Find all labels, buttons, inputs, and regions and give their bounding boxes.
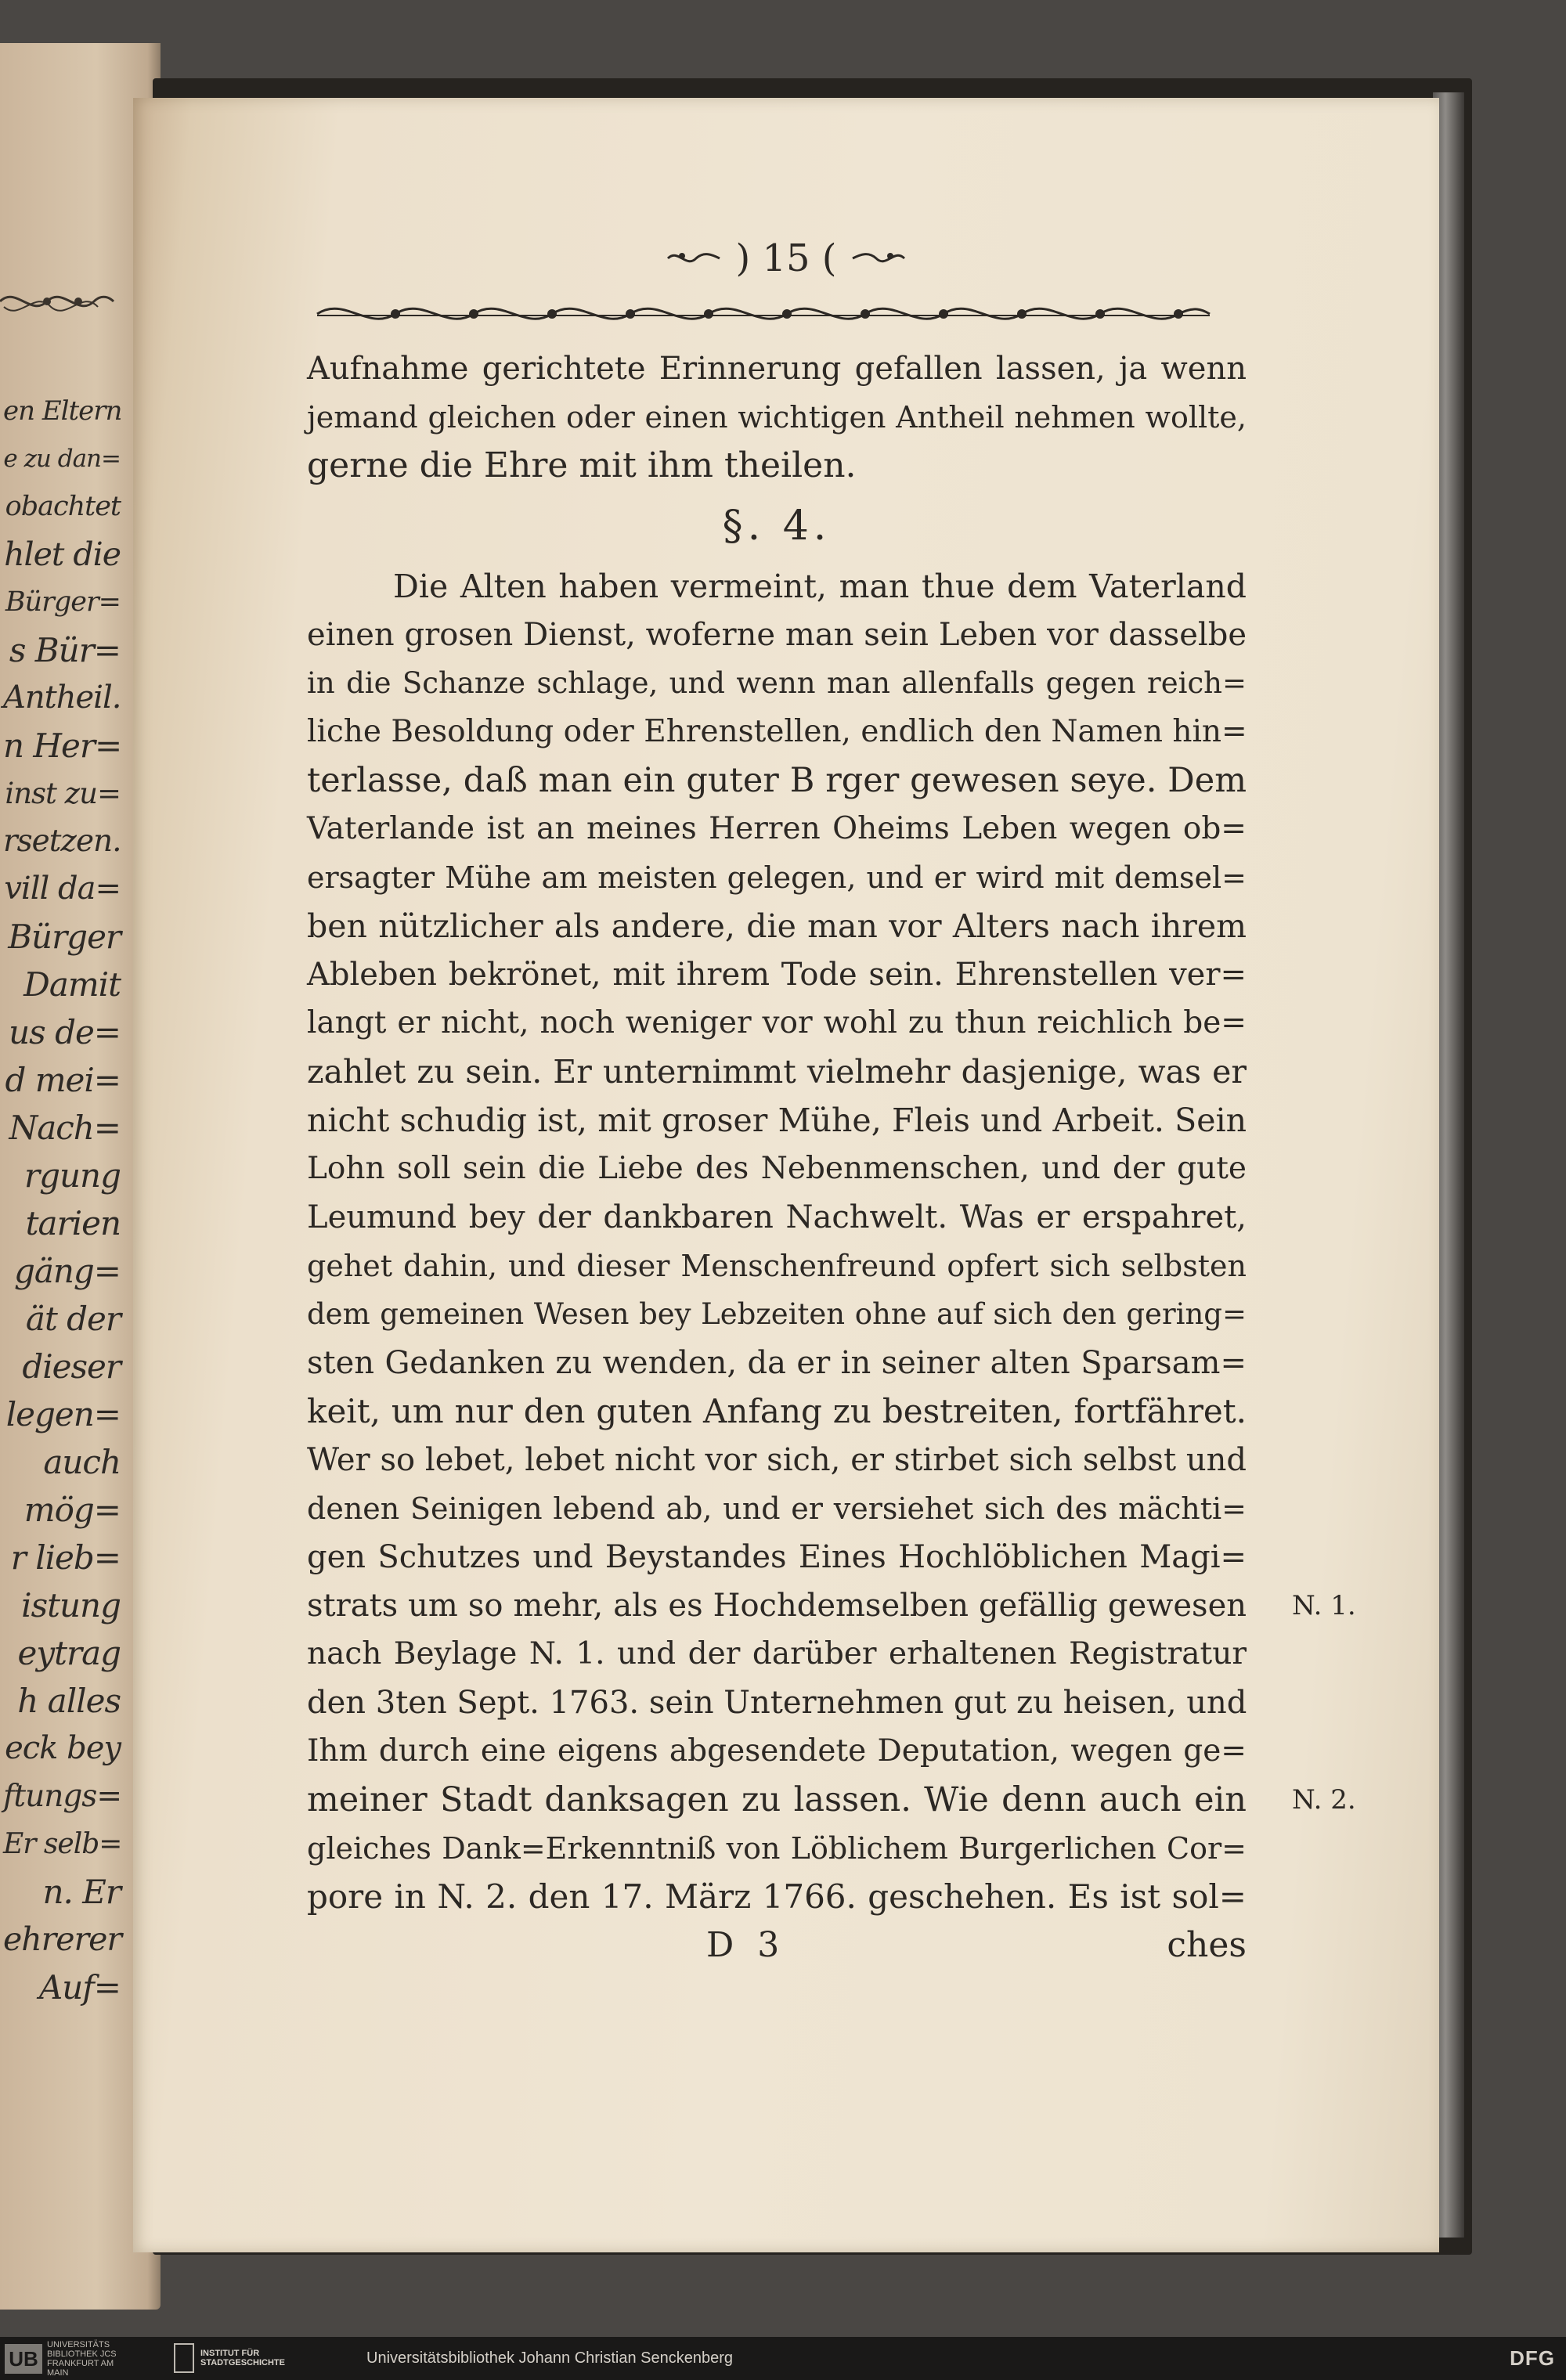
left-page-line: rgung: [24, 1156, 121, 1195]
left-page-line: Antheil.: [3, 680, 121, 716]
header-ornament-right-icon: [851, 247, 906, 270]
section-heading: §. 4.: [722, 503, 832, 550]
left-page-line: n. Er: [42, 1873, 121, 1911]
left-page-line: Er selb=: [3, 1828, 122, 1860]
signature-mark: D 3: [706, 1925, 786, 1965]
text-line: meiner Stadt danksagen zu lassen. Wie denn auch ein: [307, 1780, 1247, 1819]
text-line: langt er nicht, noch weniger vor wohl zu thun reichlich be=: [307, 1005, 1247, 1040]
left-page-line: dieser: [22, 1347, 121, 1386]
left-page-line: n Her=: [3, 727, 122, 765]
isg-mark-icon: [174, 2343, 194, 2373]
left-page-text: [3, 388, 121, 2011]
dfg-logo: DFG: [1510, 2346, 1555, 2370]
decorative-border-icon: [313, 292, 1214, 336]
text-line: nicht schudig ist, mit groser Mühe, Fleis und Arbeit. Sein: [307, 1102, 1247, 1139]
text-line: in die Schanze schlage, und wenn man allenfalls gegen reich=: [307, 666, 1247, 700]
page-number: ) 15 (: [735, 236, 837, 280]
left-page-line: Nach=: [9, 1109, 121, 1147]
page-body: [307, 344, 1247, 1970]
book-page: [133, 98, 1439, 2252]
left-page-line: hlet die: [4, 536, 121, 573]
text-line: nach Beylage N. 1. und der darüber erhaltenen Registratur: [307, 1636, 1247, 1671]
isg-logo: [174, 2343, 326, 2373]
text-line: gleiches Dank=Erkenntniß von Löblichem Burgerlichen Cor=: [307, 1831, 1247, 1866]
left-page-line: d mei=: [5, 1061, 121, 1099]
left-page-line: Auf=: [38, 1968, 121, 2007]
text-line: liche Besoldung oder Ehrenstellen, endlich den Namen hin=: [307, 714, 1247, 749]
text-line: ben nützlicher als andere, die man vor Alters nach ihrem: [307, 907, 1247, 945]
header-ornament-left-icon: [666, 247, 721, 270]
left-page-line: s Bür=: [9, 631, 121, 669]
text-line: jemand gleichen oder einen wichtigen Antheil nehmen wollte,: [307, 400, 1247, 435]
margin-note: N. 2.: [1292, 1784, 1356, 1816]
left-page-line: r lieb=: [10, 1538, 121, 1577]
left-page-line: auch: [43, 1443, 121, 1481]
left-page-line: legen=: [5, 1395, 121, 1433]
left-page-line: Bürger: [8, 918, 121, 956]
library-name: Universitätsbibliothek Johann Christian Senckenberg: [366, 2349, 734, 2367]
text-line: einen grosen Dienst, woferne man sein Leben vor dasselbe: [307, 617, 1247, 653]
text-line: Leumund bey der dankbaren Nachwelt. Was er erspahret,: [307, 1199, 1247, 1235]
left-page-line: rsetzen.: [3, 824, 121, 859]
text-line: zahlet zu sein. Er unternimmt vielmehr dasjenige, was er: [307, 1053, 1247, 1091]
left-page-line: ftungs=: [3, 1779, 121, 1814]
ub-mark: UB: [5, 2344, 42, 2374]
left-page-line: eck bey: [5, 1730, 121, 1766]
left-page-line: mög=: [23, 1491, 121, 1529]
text-line: gehet dahin, und dieser Menschenfreund opfert sich selbsten: [307, 1249, 1247, 1283]
text-line: Aufnahme gerichtete Erinnerung gefallen lassen, ja wenn: [307, 351, 1247, 387]
institution-footer: [0, 2337, 1566, 2380]
text-line: strats um so mehr, als es Hochdemselben gefällig gewesen: [307, 1588, 1247, 1624]
left-page-line: eytrag: [17, 1634, 121, 1672]
text-line: gerne die Ehre mit ihm theilen.: [307, 445, 857, 485]
text-line: Die Alten haben vermeint, man thue dem Vaterland: [393, 568, 1247, 605]
text-line: pore in N. 2. den 17. März 1766. geschehen. Es ist sol=: [307, 1877, 1247, 1916]
text-line: keit, um nur den guten Anfang zu bestreiten, fortfähret.: [307, 1392, 1247, 1430]
left-page-line: e zu dan=: [3, 445, 121, 473]
left-page-line: tarien: [25, 1204, 121, 1242]
left-page-line: Damit: [23, 965, 121, 1004]
text-line: terlasse, daß man ein guter B rger gewesen seye. Dem: [307, 761, 1247, 800]
page-footer: [307, 1921, 1247, 1970]
left-page-line: gäng=: [13, 1252, 121, 1290]
text-line: gen Schutzes und Beystandes Eines Hochlöblichen Magi=: [307, 1539, 1247, 1575]
text-line: den 3ten Sept. 1763. sein Unternehmen gut zu heisen, und: [307, 1685, 1247, 1721]
left-page-line: vill da=: [4, 871, 121, 907]
isg-text: INSTITUT FÜR STADTGESCHICHTE: [200, 2349, 285, 2367]
left-page-line: ät der: [25, 1300, 121, 1338]
margin-note: N. 1.: [1292, 1590, 1356, 1621]
text-line: denen Seinigen lebend ab, und er versiehet sich des mächti=: [307, 1491, 1247, 1526]
ub-logo: [5, 2340, 125, 2378]
left-page-line: en Eltern: [3, 395, 122, 427]
left-page-line: us de=: [9, 1013, 121, 1051]
catchword: ches: [1167, 1925, 1247, 1965]
text-line: Wer so lebet, lebet nicht vor sich, er stirbet sich selbst und: [307, 1442, 1247, 1478]
left-page-line: h alles: [17, 1682, 121, 1720]
text-line: Vaterlande ist an meines Herren Oheims Leben wegen ob=: [307, 811, 1247, 846]
text-line: dem gemeinen Wesen bey Lebzeiten ohne auf sich den gering=: [307, 1297, 1247, 1331]
left-page-line: obachtet: [5, 491, 121, 522]
text-line: Lohn soll sein die Liebe des Nebenmenschen, und der gute: [307, 1151, 1247, 1186]
text-line: sten Gedanken zu wenden, da er in seiner alten Sparsam=: [307, 1345, 1247, 1381]
left-page-line: ehrerer: [3, 1920, 121, 1958]
text-line: Ableben bekrönet, mit ihrem Tode sein. Ehrenstellen ver=: [307, 957, 1247, 993]
ub-text: UNIVERSITÄTS BIBLIOTHEK JCS FRANKFURT AM MAIN: [47, 2340, 117, 2378]
left-page-line: istung: [21, 1586, 121, 1625]
page-header: [133, 231, 1439, 286]
text-line: Ihm durch eine eigens abgesendete Deputation, wegen ge=: [307, 1733, 1247, 1769]
left-ornament-icon: [0, 274, 117, 329]
left-page-line: Bürger=: [5, 586, 121, 618]
left-page-line: inst zu=: [5, 777, 121, 810]
text-line: ersagter Mühe am meisten gelegen, und er wird mit demsel=: [307, 860, 1247, 895]
